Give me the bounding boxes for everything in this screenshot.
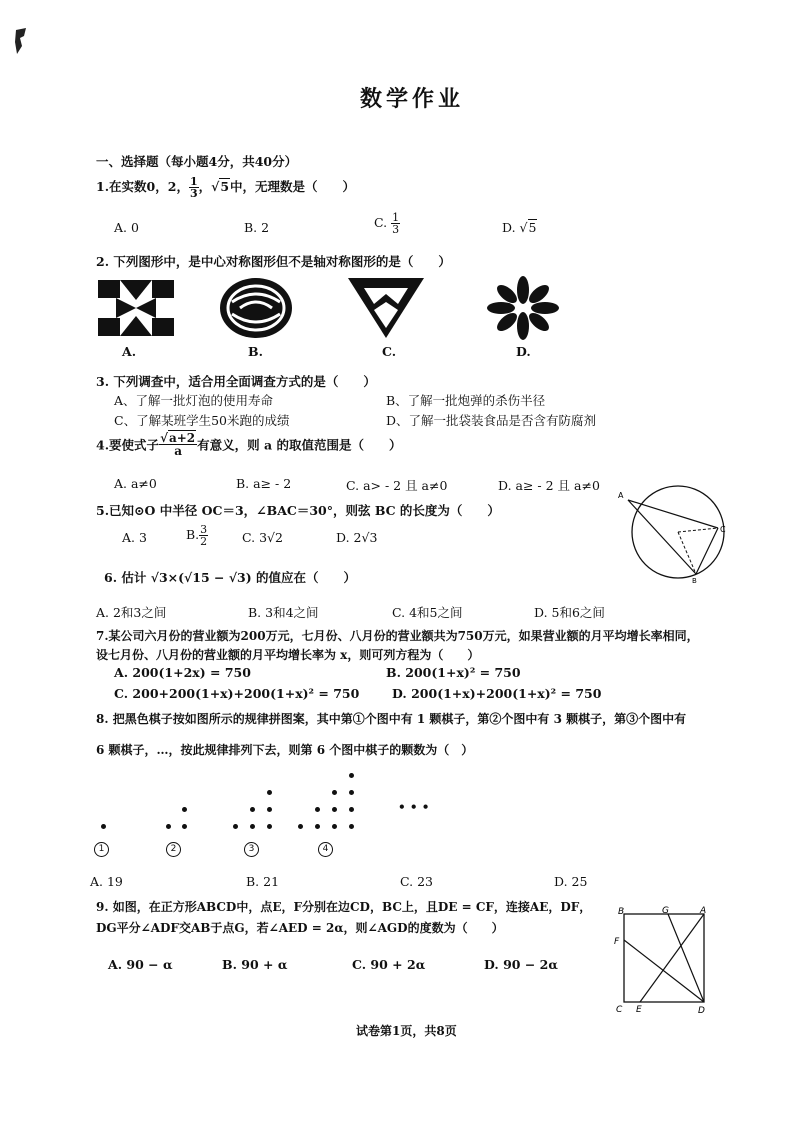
q5-stem: 5.已知⊙O 中半径 OC＝3，∠BAC＝30°，则弦 BC 的长度为（ ） <box>96 503 500 518</box>
q8-option-d: D. 25 <box>554 874 588 889</box>
q1-option-d: D. √5 <box>502 220 537 235</box>
q8-stem-line1: 8. 把黑色棋子按如图所示的规律拼图案，其中第①个图中有 1 颗棋子，第②个图中有 3 颗棋子，第③个图中有 <box>96 712 687 726</box>
q7-option-b: B. 200(1+x)² = 750 <box>386 665 521 680</box>
section-heading: 一、选择题（每小题4分，共40分） <box>96 154 298 169</box>
q8-dot <box>267 790 272 795</box>
q8-dot <box>315 824 320 829</box>
q2-stem: 2. 下列图形中，是中心对称图形但不是轴对称图形的是（ ） <box>96 254 451 269</box>
q4-option-a: A. a≠0 <box>114 476 157 491</box>
q8-dot <box>267 824 272 829</box>
q8-dot <box>315 807 320 812</box>
q1-option-b: B. 2 <box>244 220 270 235</box>
q7-option-c: C. 200+200(1+x)+200(1+x)² = 750 <box>114 686 360 701</box>
q3-option-b: B、了解一批炮弹的杀伤半径 <box>386 393 546 408</box>
q1-stem: 1.在实数0，2， $\frac{1}{3}$ ，√5中，无理数是（ ） <box>96 175 356 200</box>
q9-option-c: C. 90 + 2α <box>352 957 426 972</box>
q5-fig-label-b: B <box>692 577 697 584</box>
q8-dot <box>250 807 255 812</box>
q9-stem-line2: DG平分∠ADF交AB于点G，若∠AED = 2α，则∠AGD的度数为（ ） <box>96 921 504 935</box>
q9-fig-label-g: G <box>662 906 669 916</box>
q5-circle-figure <box>612 484 730 584</box>
q8-circle-label-1: 1 <box>94 842 109 857</box>
q9-fig-label-c: C <box>616 1005 623 1015</box>
q3-option-a: A、了解一批灯泡的使用寿命 <box>114 393 274 408</box>
q8-dot <box>166 824 171 829</box>
q5-option-b: B. $\frac{3}{2}$ <box>186 523 208 548</box>
q6-option-d: D. 5和6之间 <box>534 605 605 620</box>
q9-fig-label-e: E <box>636 1005 642 1015</box>
page-title: 数学作业 <box>360 87 465 112</box>
q3-option-c: C、了解某班学生50米跑的成绩 <box>114 413 290 428</box>
q8-circle-label-4: 4 <box>318 842 333 857</box>
q1-option-a: A. 0 <box>114 220 139 235</box>
q8-stem-line2: 6 颗棋子，…，按此规律排列下去，则第 6 个图中棋子的颗数为（ ） <box>96 743 474 757</box>
q8-dot <box>101 824 106 829</box>
q9-option-b: B. 90 + α <box>222 957 288 972</box>
q8-dot <box>349 790 354 795</box>
page-footer: 试卷第1页，共8页 <box>356 1024 457 1038</box>
q8-circle-label-2: 2 <box>166 842 181 857</box>
q8-dot <box>233 824 238 829</box>
q7-option-d: D. 200(1+x)+200(1+x)² = 750 <box>392 686 602 701</box>
q2-label-c: C. <box>382 344 397 359</box>
q4-stem: 4.要使式子 $\frac{√a+2}{a}$ 有意义，则 a 的取值范围是（ ） <box>96 431 402 458</box>
q8-dot <box>332 807 337 812</box>
q6-stem: 6. 估计 √3×(√15 − √3) 的值应在（ ） <box>104 570 357 585</box>
q9-stem-line1: 9. 如图，在正方形ABCD中，点E，F分别在边CD，BC上，且DE = CF，连接AE，DF， <box>96 900 592 914</box>
q1-option-c: C. $\frac{1}{3}$ <box>374 211 400 236</box>
q9-fig-label-b: B <box>618 907 625 917</box>
q9-option-a: A. 90 − α <box>108 957 173 972</box>
q6-option-a: A. 2和3之间 <box>96 605 167 620</box>
q5-fig-label-c: C <box>720 525 726 534</box>
q8-dot <box>332 824 337 829</box>
q2-figure-b <box>218 276 294 340</box>
q4-option-d: D. a≥ - 2 且 a≠0 <box>498 478 600 493</box>
q9-option-d: D. 90 − 2α <box>484 957 558 972</box>
q3-stem: 3. 下列调查中，适合用全面调查方式的是（ ） <box>96 374 376 389</box>
q9-fig-label-a: A <box>700 906 707 916</box>
q4-option-b: B. a≥ - 2 <box>236 476 292 491</box>
q8-dot <box>349 824 354 829</box>
q5-option-c: C. 3√2 <box>242 530 283 545</box>
q6-option-b: B. 3和4之间 <box>248 605 319 620</box>
q5-option-a: A. 3 <box>122 530 147 545</box>
q7-stem-line2: 设七月份、八月份的营业额的月平均增长率为 x，则可列方程为（ ） <box>96 648 480 662</box>
q2-figure-a <box>96 278 176 338</box>
q2-label-d: D. <box>516 344 531 359</box>
q8-dot <box>349 773 354 778</box>
q8-option-c: C. 23 <box>400 874 433 889</box>
q9-square-figure <box>612 904 712 1016</box>
q2-figure-d <box>484 276 562 340</box>
q2-label-a: A. <box>122 344 137 359</box>
q3-option-d: D、了解一批袋装食品是否含有防腐剂 <box>386 413 597 428</box>
q4-option-c: C. a> - 2 且 a≠0 <box>346 478 448 493</box>
q8-dot <box>298 824 303 829</box>
q8-ellipsis: • • • <box>398 800 430 814</box>
q8-circle-label-3: 3 <box>244 842 259 857</box>
q8-dot <box>250 824 255 829</box>
q8-dot <box>349 807 354 812</box>
q2-label-b: B. <box>248 344 263 359</box>
q8-option-b: B. 21 <box>246 874 280 889</box>
q8-option-a: A. 19 <box>90 874 123 889</box>
scan-mark <box>14 28 28 54</box>
q9-fig-label-d: D <box>698 1006 705 1016</box>
q5-fig-label-a: A <box>618 491 624 500</box>
q8-dot <box>182 824 187 829</box>
q5-option-d: D. 2√3 <box>336 530 378 545</box>
q9-fig-label-f: F <box>614 937 620 947</box>
q7-option-a: A. 200(1+2x) = 750 <box>114 665 251 680</box>
q8-dot <box>267 807 272 812</box>
q2-figure-c <box>346 276 426 340</box>
q8-dot <box>182 807 187 812</box>
q7-stem-line1: 7.某公司六月份的营业额为200万元，七月份、八月份的营业额共为750万元，如果营业额的月平均增长率相同， <box>96 629 699 643</box>
q6-option-c: C. 4和5之间 <box>392 605 463 620</box>
q8-dot <box>332 790 337 795</box>
